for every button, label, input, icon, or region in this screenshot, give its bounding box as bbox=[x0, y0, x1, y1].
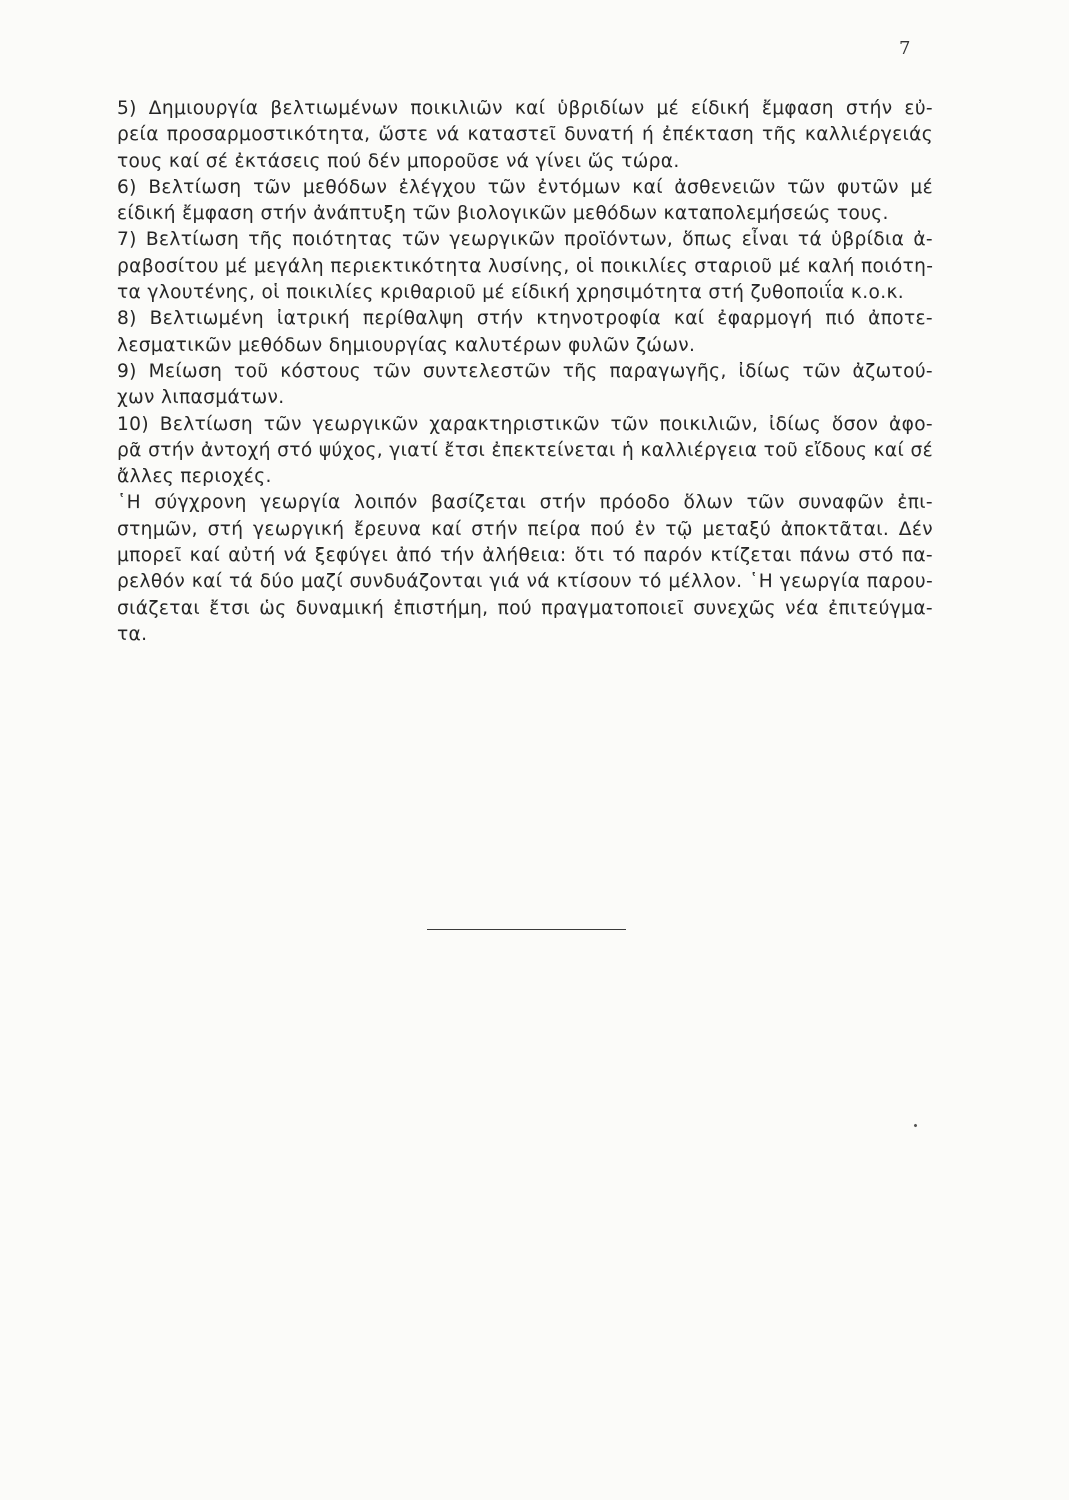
list-item-6 bbox=[117, 175, 933, 228]
list-item-8 bbox=[117, 306, 933, 359]
text-line: ἄλλες περιοχές. bbox=[117, 466, 272, 488]
text-line: 5) Δημιουργία βελτιωμένων ποικιλιῶν καί ὑβριδίων μέ είδική ἔμφαση στήν εὐ- bbox=[117, 98, 933, 119]
text-line: ρᾶ στήν ἀντοχή στό ψύχος, γιατί ἔτσι ἐπεκτείνεται ἡ καλλιέργεια τοῦ εἴδους καί σέ bbox=[117, 439, 933, 461]
text-line: τα. bbox=[117, 623, 148, 645]
text-line: 10) Βελτίωση τῶν γεωργικῶν χαρακτηριστικῶν τῶν ποικιλιῶν, ἰδίως ὅσον ἀφο- bbox=[117, 413, 933, 435]
stray-mark bbox=[913, 1123, 917, 1127]
body-text bbox=[117, 96, 933, 648]
text-line: χων λιπασμάτων. bbox=[117, 387, 285, 409]
text-line: σιάζεται ἔτσι ὡς δυναμική ἐπιστήμη, πού πραγματοποιεῖ συνεχῶς νέα ἐπιτεύγμα- bbox=[117, 597, 933, 619]
text-line: τους καί σέ ἐκτάσεις πού δέν μποροῦσε νά γίνει ὥς τώρα. bbox=[117, 150, 680, 172]
text-line: λεσματικῶν μεθόδων δημιουργίας καλυτέρων φυλῶν ζώων. bbox=[117, 334, 696, 356]
text-line: 7) Βελτίωση τῆς ποιότητας τῶν γεωργικῶν προϊόντων, ὅπως εἶναι τά ὑβρίδια ἀ- bbox=[117, 229, 933, 251]
text-line: 6) Βελτίωση τῶν μεθόδων ἐλέγχου τῶν ἐντόμων καί ἀσθενειῶν τῶν φυτῶν μέ bbox=[117, 176, 933, 198]
text-line: 8) Βελτιωμένη ἰατρική περίθαλψη στήν κτηνοτροφία καί ἐφαρμογή πιό ἀποτε- bbox=[117, 308, 933, 330]
text-line: ρελθόν καί τά δύο μαζί συνδυάζονται γιά νά κτίσουν τό μέλλον. ῾Η γεωργία παρου- bbox=[117, 571, 933, 593]
text-line: στημῶν, στή γεωργική ἔρευνα καί στήν πείρα πού ἐν τῷ μεταξύ ἀποκτᾶται. Δέν bbox=[117, 518, 933, 540]
text-line: ρεία προσαρμοστικότητα, ὥστε νά καταστεῖ δυνατή ή ἐπέκταση τῆς καλλιέργειάς bbox=[117, 124, 933, 146]
text-line: μπορεῖ καί αὐτή νά ξεφύγει ἀπό τήν ἀλήθεια: ὅτι τό παρόν κτίζεται πάνω στό πα- bbox=[117, 545, 933, 567]
text-line: είδική ἔμφαση στήν ἀνάπτυξη τῶν βιολογικῶν μεθόδων καταπολεμήσεώς τους. bbox=[117, 203, 889, 225]
list-item-9 bbox=[117, 359, 933, 412]
text-line: τα γλουτένης, οἱ ποικιλίες κριθαριοῦ μέ είδική χρησιμότητα στή ζυθοποιΐα κ.ο.κ. bbox=[117, 282, 905, 304]
text-line: 9) Μείωση τοῦ κόστους τῶν συντελεστῶν τῆς παραγωγῆς, ἰδίως τῶν ἀζωτού- bbox=[117, 360, 933, 382]
section-divider bbox=[427, 929, 626, 930]
list-item-10 bbox=[117, 412, 933, 491]
text-line: ραβοσίτου μέ μεγάλη περιεκτικότητα λυσίνης, οἱ ποικιλίες σταριοῦ μέ καλή ποιότη- bbox=[117, 255, 934, 277]
list-item-5 bbox=[117, 96, 933, 175]
page-number: 7 bbox=[899, 38, 911, 59]
conclusion-paragraph bbox=[117, 490, 933, 648]
list-item-7 bbox=[117, 227, 933, 306]
text-line: ῾Η σύγχρονη γεωργία λοιπόν βασίζεται στήν πρόοδο ὅλων τῶν συναφῶν ἐπι- bbox=[117, 492, 933, 514]
